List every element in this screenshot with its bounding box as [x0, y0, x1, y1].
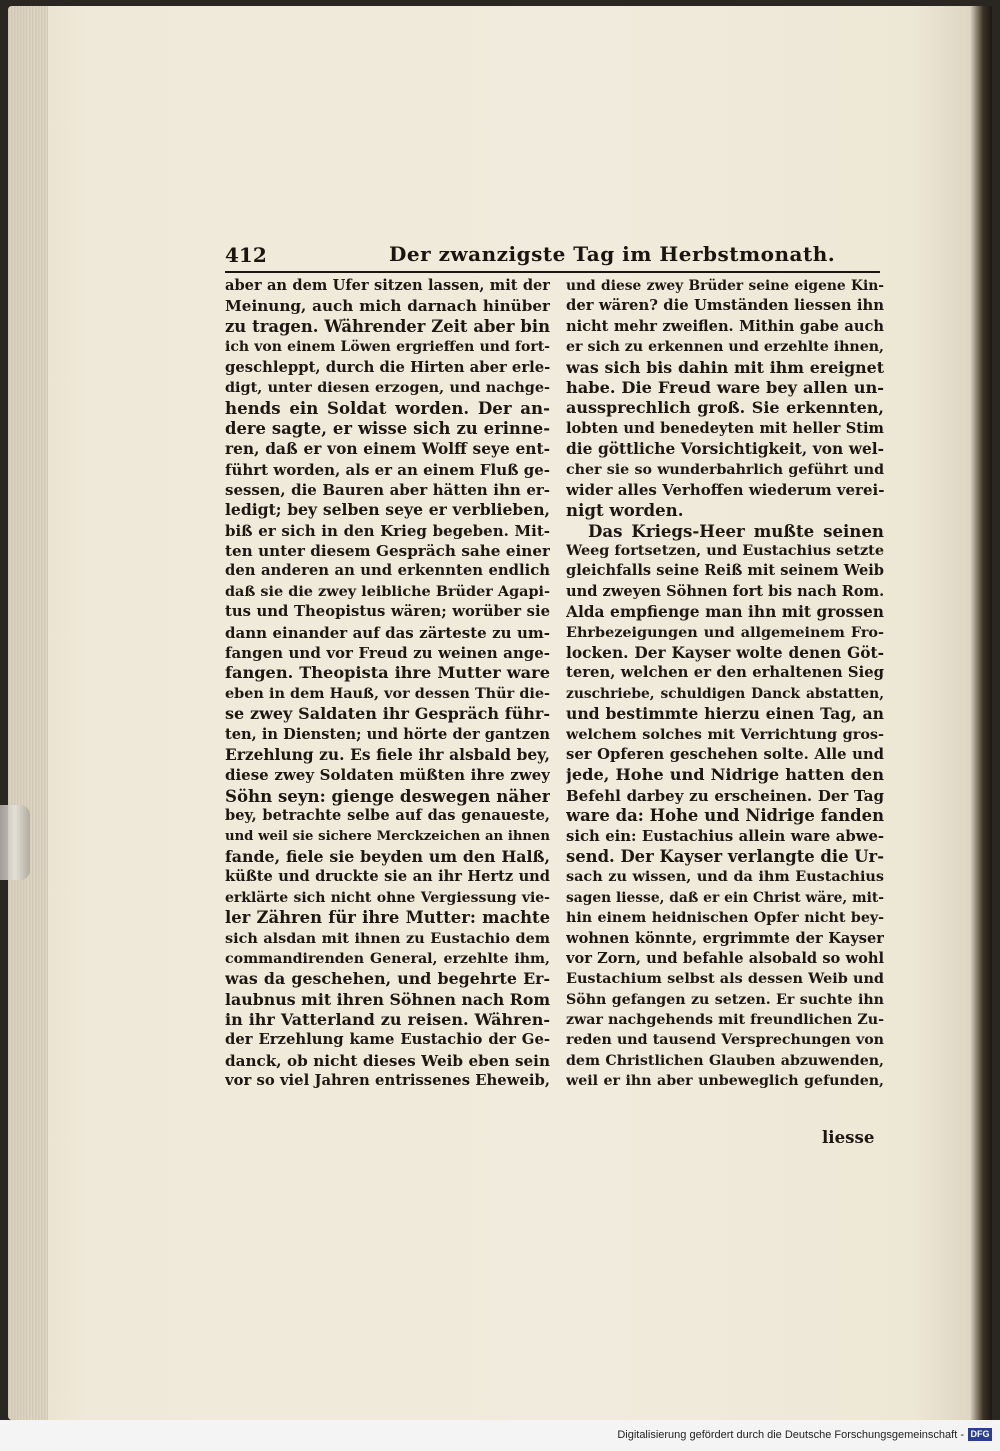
- text-line: commandirenden General, erzehlte ihm,: [225, 950, 550, 967]
- text-line: habe. Die Freud ware bey allen un-: [566, 377, 884, 397]
- text-line: Erzehlung zu. Es fiele ihr alsbald bey,: [225, 745, 550, 764]
- catchword: liesse: [822, 1127, 875, 1147]
- text-line: was sich bis dahin mit ihm ereignet: [566, 357, 884, 377]
- text-line: Meinung, auch mich darnach hinüber: [225, 297, 550, 316]
- text-line: aussprechlich groß. Sie erkennten,: [566, 398, 884, 418]
- text-line: danck, ob nicht dieses Weib eben sein: [225, 1051, 550, 1070]
- text-line: ware da: Hohe und Nidrige fanden: [566, 806, 884, 826]
- text-line: hends ein Soldat worden. Der an-: [225, 398, 550, 419]
- text-line: tus und Theopistus wären; worüber sie: [225, 603, 550, 621]
- text-line: Eustachium selbst als dessen Weib und: [566, 970, 884, 988]
- text-line: was da geschehen, und begehrte Er-: [225, 969, 550, 989]
- text-line: lobten und benedeyten mit heller Stim: [566, 419, 884, 437]
- left-text-column: [225, 276, 550, 1092]
- text-line: die göttliche Vorsichtigkeit, von wel-: [566, 440, 884, 459]
- text-line: ledigt; bey selben seye er verblieben,: [225, 500, 550, 520]
- text-line: sich ein: Eustachius allein ware abwe-: [566, 827, 884, 845]
- text-line: küßte und druckte sie an ihr Hertz und: [225, 868, 550, 886]
- text-line: und diese zwey Brüder seine eigene Kin-: [566, 278, 884, 294]
- text-line: der wären? die Umständen liessen ihn: [566, 297, 884, 315]
- text-line: Das Kriegs-Heer mußte seinen: [588, 520, 884, 541]
- text-line: se zwey Saldaten ihr Gespräch führ-: [225, 704, 550, 724]
- text-line: erklärte sich nicht ohne Vergiessung vie-: [225, 889, 550, 906]
- text-line: biß er sich in den Krieg begeben. Mit-: [225, 521, 550, 540]
- text-line: weil er ihn aber unbeweglich gefunden,: [566, 1073, 884, 1090]
- right-text-column: [566, 276, 884, 1092]
- text-line: nigt worden.: [566, 500, 684, 521]
- text-line: Befehl darbey zu erscheinen. Der Tag: [566, 786, 884, 805]
- text-line: wider alles Verhoffen wiederum verei-: [566, 480, 884, 499]
- text-line: Weeg fortsetzen, und Eustachius setzte: [566, 542, 884, 560]
- page-header: [225, 243, 880, 271]
- text-line: zwar nachgehends mit freundlichen Zu-: [566, 1012, 884, 1029]
- text-line: er sich zu erkennen und erzehlte ihnen,: [566, 339, 884, 356]
- text-line: Söhn seyn: gienge deswegen näher: [225, 785, 550, 806]
- header-rule: [225, 271, 880, 273]
- text-line: dere sagte, er wisse sich zu erinne-: [225, 418, 550, 438]
- text-line: ten, in Diensten; und hörte der gantzen: [225, 725, 550, 743]
- text-line: ler Zähren für ihre Mutter: machte: [225, 908, 550, 928]
- text-line: locken. Der Kayser wolte denen Göt-: [566, 644, 884, 663]
- text-line: ich von einem Löwen ergrieffen und fort-: [225, 339, 550, 356]
- text-line: welchem solches mit Verrichtung gros-: [566, 725, 884, 743]
- text-line: bey, betrachte selbe auf das genaueste,: [225, 807, 550, 825]
- text-line: nicht mehr zweiflen. Mithin gabe auch: [566, 317, 884, 335]
- text-line: gleichfalls seine Reiß mit seinem Weib: [566, 562, 884, 580]
- text-line: hin einem heidnischen Opfer nicht bey-: [566, 910, 884, 927]
- text-line: der Erzehlung kame Eustachio der Ge-: [225, 1031, 550, 1049]
- text-line: geschleppt, durch die Hirten aber erle-: [225, 358, 550, 376]
- text-line: sich alsdan mit ihnen zu Eustachio dem: [225, 929, 550, 947]
- text-line: teren, welchen er den erhaltenen Sieg: [566, 664, 884, 682]
- text-line: zuschriebe, schuldigen Danck abstatten,: [566, 685, 884, 702]
- text-line: reden und tausend Versprechungen von: [566, 1032, 884, 1049]
- text-line: Ehrbezeigungen und allgemeinem Fro-: [566, 623, 884, 641]
- text-line: daß sie die zwey leibliche Brüder Agapi-: [225, 582, 550, 600]
- text-line: ser Opferen geschehen solte. Alle und: [566, 745, 884, 763]
- text-line: den anderen an und erkennten endlich: [225, 562, 550, 580]
- text-line: eben in dem Hauß, vor dessen Thür die-: [225, 684, 550, 702]
- text-line: vor so viel Jahren entrissenes Eheweib,: [225, 1072, 550, 1090]
- text-line: wohnen könnte, ergrimmte der Kayser: [566, 929, 884, 947]
- text-line: ten unter diesem Gespräch sahe einer: [225, 542, 550, 561]
- dfg-logo: DFG: [968, 1428, 992, 1441]
- text-line: vor Zorn, und befahle alsobald so wohl: [566, 949, 884, 967]
- funding-notice: Digitalisierung gefördert durch die Deutsche Forschungsgemeinschaft -: [617, 1429, 964, 1441]
- text-line: diese zwey Soldaten müßten ihre zwey: [225, 766, 550, 785]
- text-line: digt, unter diesen erzogen, und nachge-: [225, 378, 550, 396]
- text-line: in ihr Vatterland zu reisen. Währen-: [225, 1010, 550, 1030]
- text-line: Alda empfienge man ihn mit grossen: [566, 603, 884, 622]
- text-line: aber an dem Ufer sitzen lassen, mit der: [225, 277, 550, 294]
- text-line: send. Der Kayser verlangte die Ur-: [566, 846, 884, 866]
- running-title: Der zwanzigste Tag im Herbstmonath.: [389, 242, 836, 266]
- text-line: und bestimmte hierzu einen Tag, an: [566, 704, 884, 724]
- text-line: sagen liesse, daß er ein Christ wäre, mit-: [566, 889, 884, 906]
- text-line: führt worden, als er an einem Fluß ge-: [225, 460, 550, 479]
- text-line: fande, fiele sie beyden um den Halß,: [225, 846, 550, 866]
- text-line: cher sie so wunderbahrlich geführt und: [566, 461, 884, 478]
- text-line: dann einander auf das zärteste zu um-: [225, 623, 550, 642]
- page-number: 412: [225, 243, 267, 267]
- page-stack-edges: [8, 6, 48, 1420]
- page-clip: [0, 805, 30, 880]
- text-line: und zweyen Söhnen fort bis nach Rom.: [566, 582, 884, 600]
- text-line: fangen und vor Freud zu weinen ange-: [225, 644, 550, 663]
- text-line: zu tragen. Währender Zeit aber bin: [225, 316, 550, 336]
- text-line: fangen. Theopista ihre Mutter ware: [225, 663, 550, 683]
- text-line: sessen, die Bauren aber hätten ihn er-: [225, 480, 550, 499]
- text-line: und weil sie sichere Merckzeichen an ihnen: [225, 828, 550, 844]
- text-line: ren, daß er von einem Wolff seye ent-: [225, 440, 550, 459]
- text-line: laubnus mit ihren Söhnen nach Rom: [225, 989, 550, 1009]
- digitization-footer: [0, 1420, 1000, 1451]
- text-line: dem Christlichen Glauben abzuwenden,: [566, 1052, 884, 1069]
- text-line: jede, Hohe und Nidrige hatten den: [566, 765, 884, 785]
- text-line: sach zu wissen, und da ihm Eustachius: [566, 868, 884, 886]
- binding-shadow: [970, 6, 992, 1420]
- text-line: Söhn gefangen zu setzen. Er suchte ihn: [566, 991, 884, 1008]
